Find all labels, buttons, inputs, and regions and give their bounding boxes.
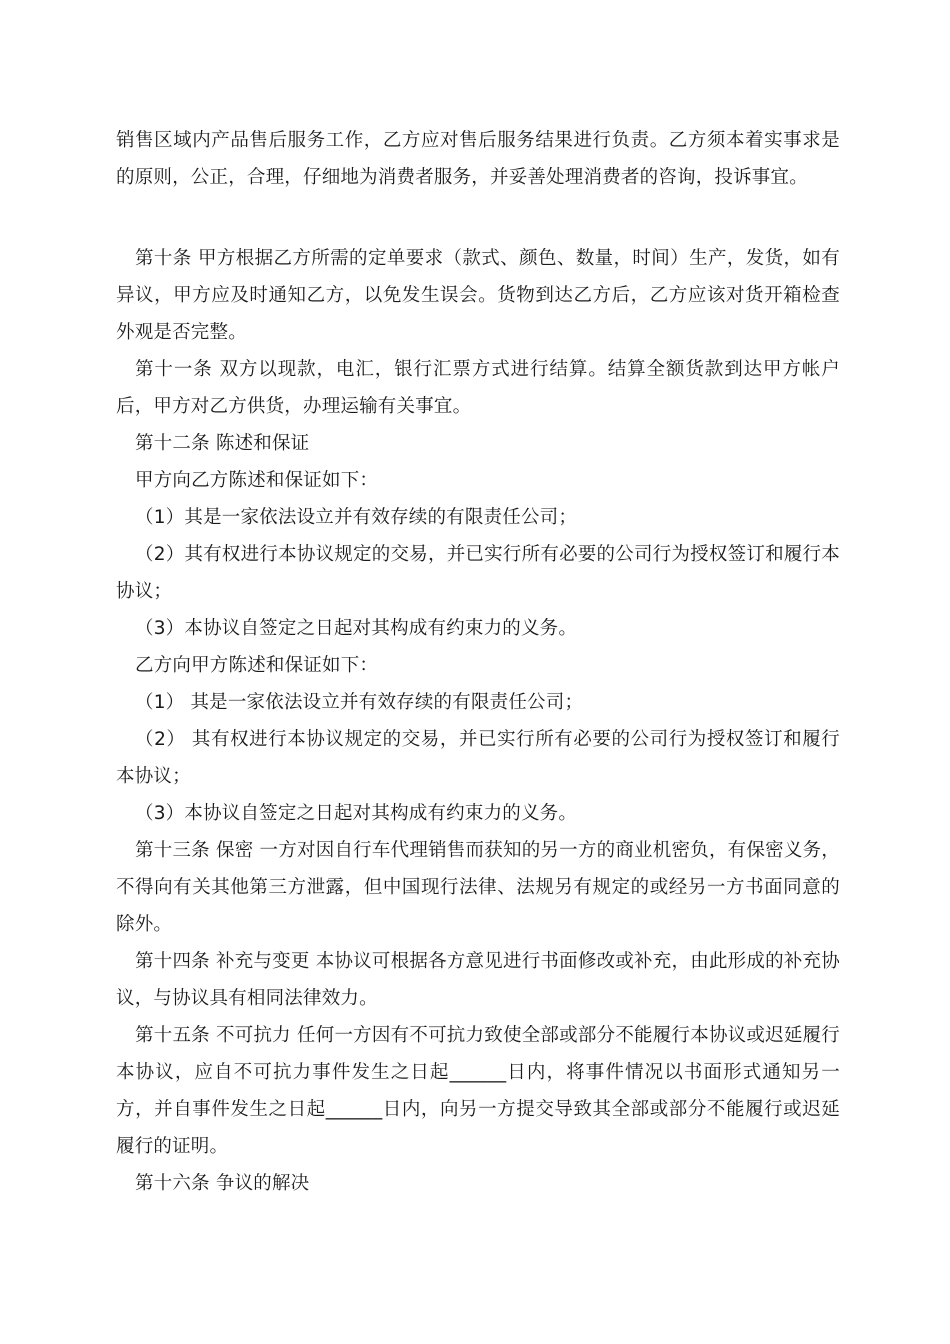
party-a-representation-2: （2）其有权进行本协议规定的交易，并已实行所有必要的公司行为授权签订和履行本协议； — [116, 544, 840, 602]
party-a-representations-intro: 甲方向乙方陈述和保证如下： — [135, 470, 379, 491]
paragraph-after-sales-service: 销售区域内产品售后服务工作，乙方应对售后服务结果进行负责。乙方须本着实事求是的原则，公正，合理，仔细地为消费者服务，并妥善处理消费者的咨询，投诉事宜。 — [116, 130, 840, 188]
party-b-representation-3: （3）本协议自签定之日起对其构成有约束力的义务。 — [135, 803, 578, 824]
party-a-representation-1: （1）其是一家依法设立并有效存续的有限责任公司； — [135, 507, 578, 528]
article-15-force-majeure: 第十五条 不可抗力 任何一方因有不可抗力致使全部或部分不能履行本协议或迟延履行本协议，应自不可抗力事件发生之日起______日内，将事件情况以书面形式通知另一方，并自事件发生之日起______日内，向另一方提交导致其全部或部分不能履行或迟延履行的证明。 — [116, 1025, 840, 1157]
party-b-representation-2: （2） 其有权进行本协议规定的交易，并已实行所有必要的公司行为授权签订和履行本协议； — [116, 729, 840, 787]
article-12-heading: 第十二条 陈述和保证 — [135, 433, 310, 454]
party-b-representation-1: （1） 其是一家依法设立并有效存续的有限责任公司； — [135, 692, 584, 713]
article-10: 第十条 甲方根据乙方所需的定单要求（款式、颜色、数量，时间）生产，发货，如有异议，甲方应及时通知乙方，以免发生误会。货物到达乙方后，乙方应该对货开箱检查外观是否完整。 — [116, 248, 840, 343]
party-a-representation-3: （3）本协议自签定之日起对其构成有约束力的义务。 — [135, 618, 578, 639]
party-b-representations-intro: 乙方向甲方陈述和保证如下： — [135, 655, 379, 676]
article-13-confidentiality: 第十三条 保密 一方对因自行车代理销售而获知的另一方的商业机密负，有保密义务，不得向有关其他第三方泄露，但中国现行法律、法规另有规定的或经另一方书面同意的除外。 — [116, 840, 840, 935]
article-11: 第十一条 双方以现款，电汇，银行汇票方式进行结算。结算全额货款到达甲方帐户后，甲方对乙方供货，办理运输有关事宜。 — [116, 359, 840, 417]
document-body — [116, 122, 840, 1202]
article-14-amendment: 第十四条 补充与变更 本协议可根据各方意见进行书面修改或补充，由此形成的补充协议，与协议具有相同法律效力。 — [116, 951, 840, 1009]
article-16-dispute-resolution: 第十六条 争议的解决 — [135, 1173, 310, 1194]
paragraph-gap — [116, 196, 840, 240]
